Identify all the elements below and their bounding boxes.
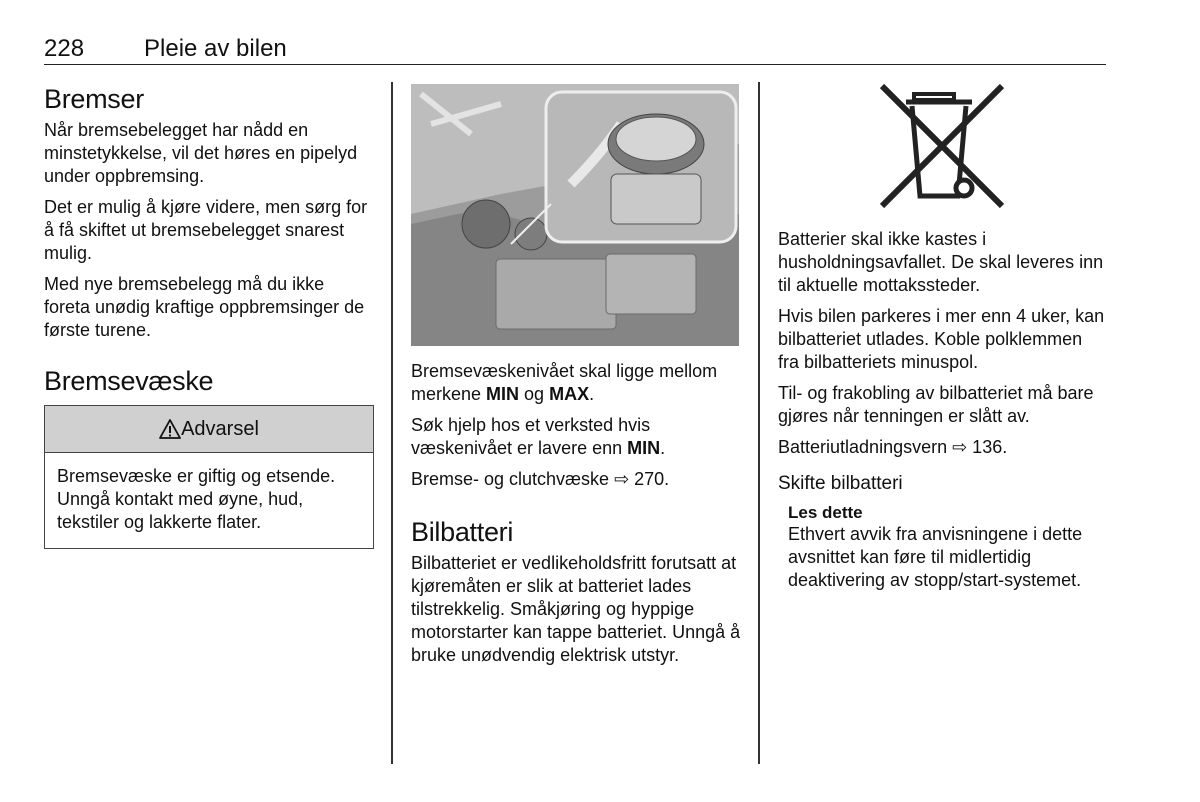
warning-body [45, 453, 373, 548]
heading-bremser: Bremser [44, 84, 144, 114]
paragraph: Hvis bilen parkeres i mer enn 4 uker, kan bilbatteriet utlades. Koble polklemmen fra bilbatteriets minuspol. [778, 306, 1105, 372]
crossed-out-bin-icon [878, 84, 1008, 212]
paragraph: Til- og frakobling av bilbatteriet må bare gjøres når tenningen er slått av. [778, 383, 1094, 426]
warning-triangle-icon [159, 419, 181, 439]
column-divider [758, 82, 760, 764]
warning-text: Bremsevæske er giftig og etsende. Unngå kontakt med øyne, hud, tekstiler og lakkerte flater. [57, 466, 336, 532]
heading-bilbatteri: Bilbatteri [411, 517, 514, 547]
column-divider [391, 82, 393, 764]
notice-text: Ethvert avvik fra anvisningene i dette avsnittet kan føre til midlertidig deaktivering av stopp/start-systemet. [788, 524, 1083, 590]
warning-box [44, 405, 374, 549]
paragraph: Batterier skal ikke kastes i husholdningsavfallet. De skal leveres inn til aktuelle mottakssteder. [778, 229, 1104, 295]
column-left [44, 84, 374, 549]
paragraph: Når bremsebelegget har nådd en minstetykkelse, vil det høres en pipelyd under oppbremsing. [44, 120, 358, 186]
paragraph: Bremsevæskenivået skal ligge mellom merkene MIN og MAX. [411, 361, 718, 404]
paragraph: Søk hjelp hos et verksted hvis væskenivået er lavere enn MIN. [411, 415, 666, 458]
paragraph: Bilbatteriet er vedlikeholdsfritt forutsatt at kjøremåten er slik at batteriet lades tilstrekkelig. Småkjøring og hyppige motorstarter kan tappe batteriet. Unngå å bruke unødvendig elektrisk utstyr. [411, 553, 741, 665]
paragraph: Det er mulig å kjøre videre, men sørg for å få skiftet ut bremsebelegget snarest mulig. [44, 197, 368, 263]
heading-bremsevaeske: Bremsevæske [44, 366, 214, 396]
column-middle [411, 84, 741, 675]
cross-reference-link[interactable]: Batteriutladningsvern ⇨ 136. [778, 437, 1008, 457]
notice-title: Les dette [788, 503, 863, 522]
cross-reference-link[interactable]: Bremse- og clutchvæske ⇨ 270. [411, 469, 670, 489]
page-header [44, 34, 1106, 65]
page-title: Pleie av bilen [144, 35, 287, 62]
column-right [778, 84, 1108, 600]
heading-skifte-bilbatteri: Skifte bilbatteri [778, 473, 903, 494]
warning-title: Advarsel [181, 417, 259, 440]
engine-bay-image [411, 84, 739, 346]
warning-header [45, 406, 373, 453]
page-number: 228 [44, 35, 85, 62]
paragraph: Med nye bremsebelegg må du ikke foreta unødig kraftige oppbremsinger de første turene. [44, 274, 365, 340]
